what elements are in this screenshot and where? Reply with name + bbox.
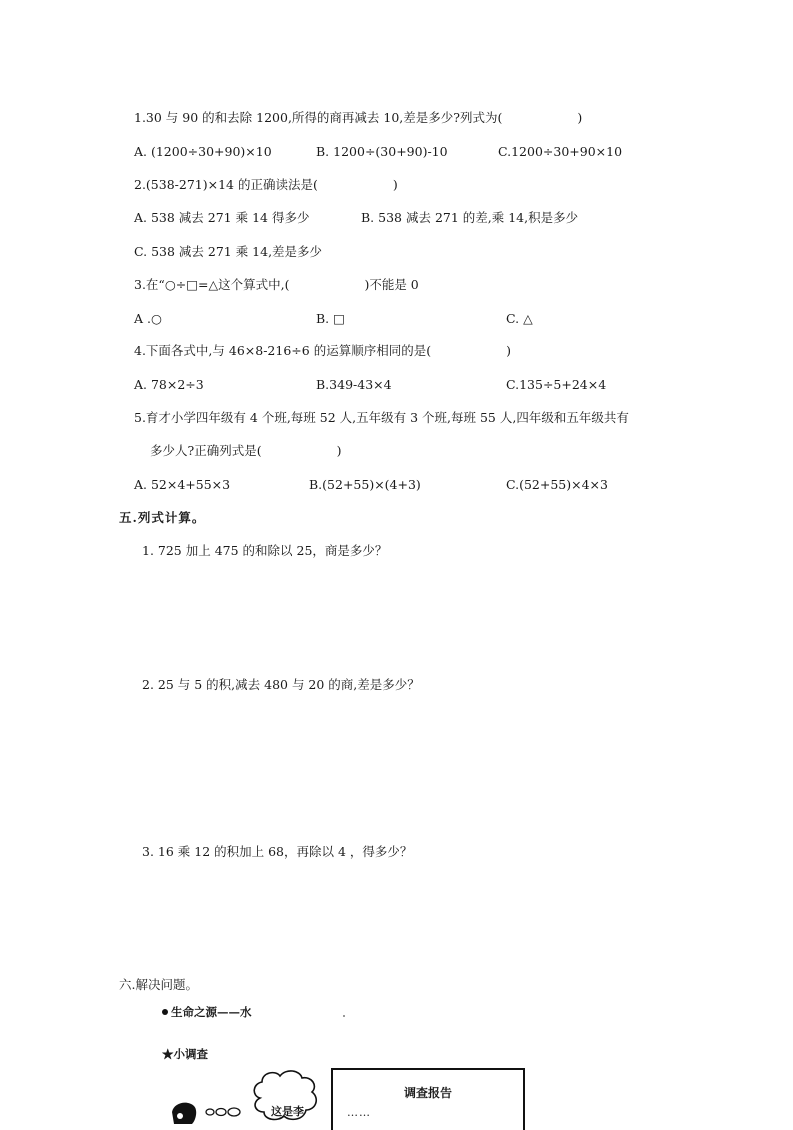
question-1-option-a: A. (1200÷30+90)×10	[134, 144, 272, 159]
cloud-caption: 这是李	[271, 1105, 304, 1118]
question-1-option-b: B. 1200÷(30+90)-10	[316, 144, 448, 159]
question-5-option-c: C.(52+55)×4×3	[506, 477, 608, 492]
question-4-option-a: A. 78×2÷3	[134, 377, 204, 392]
question-5-option-a: A. 52×4+55×3	[134, 477, 231, 492]
question-2-option-c: C. 538 减去 271 乘 14,差是多少	[134, 244, 323, 259]
question-4-option-b: B.349-43×4	[316, 377, 392, 392]
question-4-stem: 4.下面各式中,与 46×8-216÷6 的运算顺序相同的是( )	[134, 343, 511, 358]
question-4-option-c: C.135÷5+24×4	[506, 377, 607, 392]
question-1-stem: 1.30 与 90 的和去除 1200,所得的商再减去 10,差是多少?列式为( )	[134, 110, 583, 125]
speck-mark	[343, 1015, 345, 1017]
survey-label: ★小调查	[162, 1047, 208, 1061]
section-6-heading: 六.解决问题。	[119, 977, 198, 992]
question-3-stem: 3.在“○÷□=△这个算式中,( )不能是 0	[134, 277, 419, 292]
survey-report-box	[331, 1068, 525, 1130]
question-3-option-a: A .○	[134, 311, 162, 326]
report-ellipsis: ……	[347, 1106, 371, 1119]
section-5-heading: 五.列式计算。	[119, 510, 206, 525]
report-title: 调查报告	[403, 1086, 452, 1100]
section-5-item-3: 3. 16 乘 12 的积加上 68，再除以 4 ，得多少？	[142, 844, 413, 859]
question-5-stem-line1: 5.育才小学四年级有 4 个班,每班 52 人,五年级有 3 个班,每班 55 人,四年级和五年级共有	[134, 410, 629, 425]
question-2-option-b: B. 538 减去 271 的差,乘 14,积是多少	[361, 210, 579, 225]
question-3-option-b: B. □	[316, 311, 345, 326]
subtitle-water	[162, 1004, 252, 1020]
question-1-option-c: C.1200÷30+90×10	[498, 144, 623, 159]
bullet-dot-icon	[162, 1009, 168, 1015]
question-5-stem-line2: 多少人?正确列式是( )	[150, 443, 342, 458]
subtitle-water-text: 生命之源——水	[171, 1005, 252, 1019]
question-5-option-b: B.(52+55)×(4+3)	[309, 477, 421, 492]
question-2-stem: 2.(538-271)×14 的正确读法是( )	[134, 177, 398, 192]
question-3-option-c: C. △	[506, 311, 533, 326]
child-figure-icon	[170, 1098, 250, 1128]
section-5-item-1: 1. 725 加上 475 的和除以 25，商是多少？	[142, 543, 388, 558]
question-2-option-a: A. 538 减去 271 乘 14 得多少	[134, 210, 310, 225]
section-5-item-2: 2. 25 与 5 的积,减去 480 与 20 的商,差是多少？	[142, 677, 420, 692]
